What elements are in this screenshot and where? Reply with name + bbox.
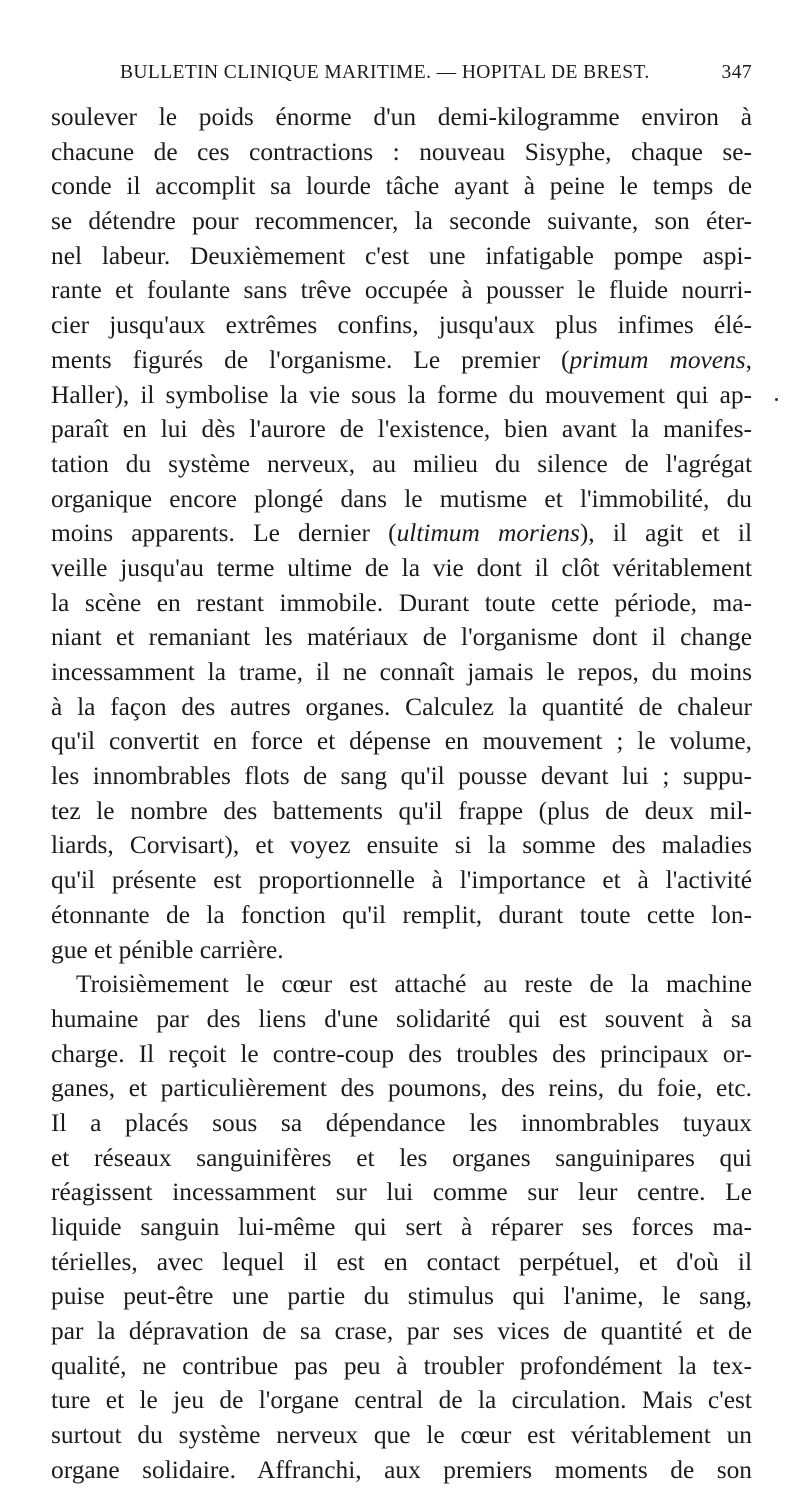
text-line: qualité, ne contribue pas peu à troubler profondément la tex-: [51, 1351, 752, 1380]
text-line: chacune de ces contractions : nouveau Sisyphe, chaque se-: [51, 137, 752, 166]
text-line: étonnante de la fonction qu'il remplit, durant toute cette lon-: [51, 900, 752, 929]
text-line: se détendre pour recommencer, la seconde suivante, son éter-: [51, 207, 752, 236]
text-line: la scène en restant immobile. Durant toute cette période, ma-: [51, 588, 752, 617]
page-number: 347: [721, 62, 752, 83]
text-line: nel labeur. Deuxièmement c'est une infatigable pompe aspi-: [51, 241, 752, 270]
text-line: moins apparents. Le dernier (ultimum moriens), il agit et il: [51, 519, 752, 548]
text-line: paraît en lui dès l'aurore de l'existence, bien avant la manifes-: [51, 415, 752, 444]
text-line: charge. Il reçoit le contre-coup des troubles des principaux or-: [51, 1039, 752, 1068]
text-line: Il a placés sous sa dépendance les innombrables tuyaux: [51, 1108, 752, 1137]
text-line: les innombrables flots de sang qu'il pousse devant lui ; suppu-: [51, 762, 752, 791]
text-line: tez le nombre des battements qu'il frappe (plus de deux mil-: [51, 796, 752, 825]
text-line: qu'il présente est proportionnelle à l'importance et à l'activité: [51, 866, 752, 895]
body-text: [51, 100, 752, 1488]
text-line: soulever le poids énorme d'un demi-kilogramme environ à: [51, 103, 752, 131]
text-line: gue et pénible carrière.: [51, 935, 284, 964]
text-line: conde il accomplit sa lourde tâche ayant à peine le temps de: [51, 172, 752, 201]
text-line: liards, Corvisart), et voyez ensuite si la somme des maladies: [51, 831, 752, 860]
page-header: [50, 62, 752, 92]
text-line: et réseaux sanguinifères et les organes sanguinipares qui: [51, 1143, 752, 1172]
text-line: organe solidaire. Affranchi, aux premiers moments de son: [51, 1455, 752, 1484]
text-line: ganes, et particulièrement des poumons, des reins, du foie, etc.: [51, 1074, 752, 1103]
text-line: liquide sanguin lui-même qui sert à réparer ses forces ma-: [51, 1213, 752, 1241]
text-line: incessamment la trame, il ne connaît jamais le repos, du moins: [51, 658, 752, 686]
margin-mark: [775, 398, 778, 401]
text-line: organique encore plongé dans le mutisme et l'immobilité, du: [51, 484, 752, 513]
text-line: Haller), il symbolise la vie sous la forme du mouvement qui ap-: [51, 380, 752, 409]
text-line: réagissent incessamment sur lui comme sur leur centre. Le: [51, 1178, 752, 1207]
text-line: à la façon des autres organes. Calculez la quantité de chaleur: [51, 692, 752, 721]
running-title: BULLETIN CLINIQUE MARITIME. — HOPITAL DE BREST.: [120, 62, 650, 83]
text-line: surtout du système nerveux que le cœur est véritablement un: [51, 1421, 752, 1450]
text-line: qu'il convertit en force et dépense en mouvement ; le volume,: [51, 727, 752, 756]
text-line: rante et foulante sans trêve occupée à pousser le fluide nourri-: [51, 276, 752, 305]
text-line: veille jusqu'au terme ultime de la vie dont il clôt véritablement: [51, 553, 752, 582]
text-line: humaine par des liens d'une solidarité qui est souvent à sa: [51, 1004, 752, 1033]
text-line: ture et le jeu de l'organe central de la circulation. Mais c'est: [51, 1386, 752, 1415]
text-line: ments figurés de l'organisme. Le premier (primum movens,: [51, 345, 752, 374]
text-line: Troisièmement le cœur est attaché au reste de la machine: [76, 970, 752, 999]
text-line: par la dépravation de sa crase, par ses vices de quantité et de: [51, 1317, 752, 1346]
latin-term: primum movens: [569, 345, 746, 374]
text-line: cier jusqu'aux extrêmes confins, jusqu'aux plus infimes élé-: [51, 311, 752, 340]
text-line: niant et remaniant les matériaux de l'organisme dont il change: [51, 623, 752, 652]
text-line: tation du système nerveux, au milieu du silence de l'agrégat: [51, 449, 752, 478]
text-line: térielles, avec lequel il est en contact perpétuel, et d'où il: [51, 1247, 752, 1276]
latin-term: ultimum moriens: [396, 519, 580, 548]
text-line: puise peut-être une partie du stimulus qui l'anime, le sang,: [51, 1282, 752, 1311]
